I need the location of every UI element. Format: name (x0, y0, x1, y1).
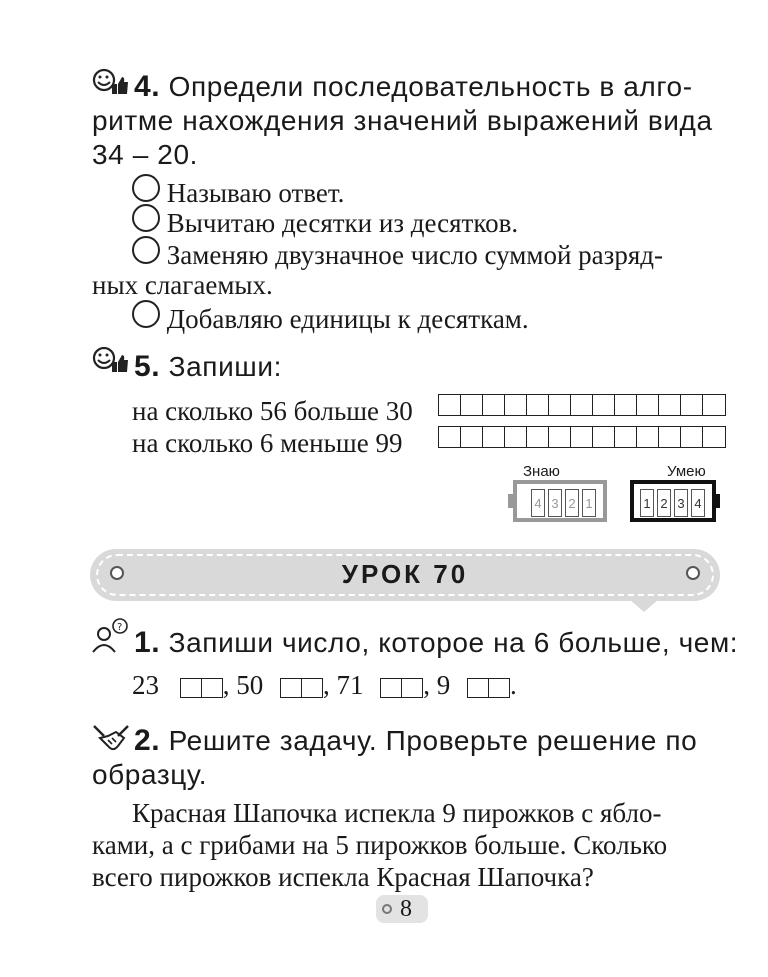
smiley-thumb-icon (92, 346, 130, 381)
answer-grid[interactable] (438, 394, 726, 416)
page-number: 8 (400, 896, 412, 922)
option-text: Вычитаю десятки из десятков. (166, 208, 519, 238)
number-item: 9 (436, 670, 451, 700)
task-number: 5. (134, 350, 161, 383)
banner-pointer (630, 600, 658, 612)
task-number: 2. (134, 724, 161, 757)
task-text: 34 – 20. (92, 139, 198, 170)
know-label: Знаю (523, 463, 560, 480)
number-item: 50 (236, 670, 264, 700)
order-circle[interactable] (132, 204, 160, 232)
answer-box[interactable] (280, 678, 323, 698)
task-number: 4. (134, 70, 161, 103)
question-text: на сколько 56 больше 30 (132, 396, 413, 426)
question-text: на сколько 6 меньше 99 (132, 428, 403, 458)
order-circle[interactable] (132, 300, 160, 328)
task-text: Запиши число, которое на 6 больше, чем: (168, 627, 739, 658)
task-number: 1. (134, 626, 161, 659)
number-item: 23 (132, 670, 159, 700)
number-item: 71 (336, 670, 364, 700)
lesson-banner (90, 549, 720, 601)
lesson-title: УРОК 70 (341, 559, 469, 589)
person-question-icon (90, 616, 130, 661)
battery-cell[interactable]: 4 (531, 489, 545, 517)
battery-cell[interactable]: 1 (640, 489, 654, 517)
battery-cell[interactable]: 1 (582, 489, 596, 517)
handshake-icon (90, 720, 132, 761)
order-circle[interactable] (132, 236, 160, 264)
battery-cell[interactable]: 2 (565, 489, 579, 517)
task-text: образцу. (92, 759, 208, 790)
option-text: Заменяю двузначное число суммой разряд- (166, 240, 663, 270)
number-list: 23 , 50 , 71 , 9 . (132, 670, 517, 700)
can-label: Умею (667, 463, 706, 480)
can-battery[interactable] (630, 480, 716, 522)
option-text: ных слагаемых. (92, 270, 273, 300)
problem-text: ками, а с грибами на 5 пирожков больше. Сколько (92, 830, 668, 860)
battery-cell[interactable]: 4 (691, 489, 705, 517)
answer-grid[interactable] (438, 426, 726, 448)
task-text: Решите задачу. Проверьте решение по (168, 725, 698, 756)
answer-box[interactable] (467, 678, 510, 698)
battery-cell[interactable]: 2 (657, 489, 671, 517)
task-text: Определи последовательность в алго- (168, 71, 693, 102)
battery-cell[interactable]: 3 (548, 489, 562, 517)
option-text: Добавляю единицы к десяткам. (166, 304, 529, 334)
answer-box[interactable] (380, 678, 423, 698)
know-battery[interactable] (513, 480, 607, 522)
page-number-badge (376, 895, 428, 923)
task-text: ритме нахождения значений выражений вида (92, 105, 713, 136)
task-text: Запиши: (168, 351, 282, 382)
battery-cell[interactable]: 3 (674, 489, 688, 517)
problem-text: Красная Шапочка испекла 9 пирожков с ябло- (132, 798, 662, 828)
option-text: Называю ответ. (166, 178, 345, 208)
answer-box[interactable] (180, 678, 223, 698)
svg-text:?: ? (117, 622, 123, 633)
order-circle[interactable] (132, 174, 160, 202)
smiley-thumb-icon (92, 68, 130, 103)
problem-text: всего пирожков испекла Красная Шапочка? (92, 862, 594, 892)
